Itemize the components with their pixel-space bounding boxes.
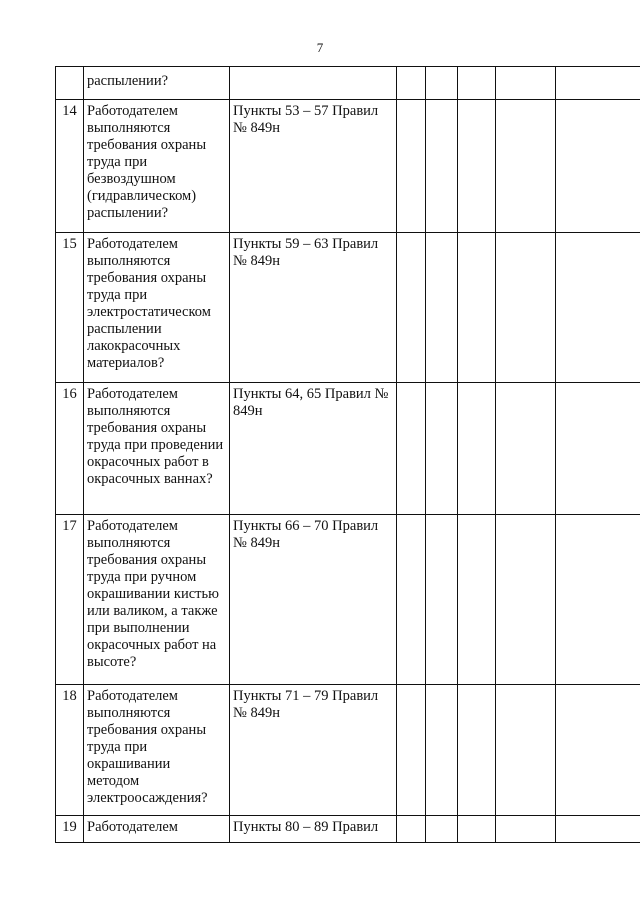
- requirement-question: Работодателем: [84, 816, 230, 843]
- regulation-reference: Пункты 71 – 79 Правил № 849н: [230, 685, 397, 816]
- comment-cell: [556, 67, 640, 100]
- answer-cell: [496, 515, 556, 685]
- row-number: 15: [56, 233, 84, 383]
- answer-cell: [426, 383, 458, 515]
- table-row: [56, 383, 640, 515]
- table-row: [56, 685, 640, 816]
- regulation-reference: [230, 67, 397, 100]
- table-row: [56, 233, 640, 383]
- checklist-table: [55, 66, 640, 843]
- answer-cell: [397, 515, 426, 685]
- regulation-reference: Пункты 64, 65 Правил № 849н: [230, 383, 397, 515]
- answer-cell: [496, 685, 556, 816]
- answer-cell: [426, 67, 458, 100]
- answer-cell: [458, 383, 496, 515]
- answer-cell: [496, 233, 556, 383]
- answer-cell: [397, 100, 426, 233]
- table-row: [56, 100, 640, 233]
- answer-cell: [458, 816, 496, 843]
- comment-cell: [556, 383, 640, 515]
- answer-cell: [426, 685, 458, 816]
- answer-cell: [458, 685, 496, 816]
- row-number: 14: [56, 100, 84, 233]
- comment-cell: [556, 233, 640, 383]
- answer-cell: [426, 100, 458, 233]
- comment-cell: [556, 816, 640, 843]
- answer-cell: [496, 383, 556, 515]
- answer-cell: [397, 383, 426, 515]
- answer-cell: [496, 67, 556, 100]
- requirement-question: Работодателем выполняются требования охраны труда при безвоздушном (гидравлическом) распылении?: [84, 100, 230, 233]
- answer-cell: [496, 100, 556, 233]
- comment-cell: [556, 685, 640, 816]
- answer-cell: [458, 515, 496, 685]
- row-number: 16: [56, 383, 84, 515]
- regulation-reference: Пункты 53 – 57 Правил № 849н: [230, 100, 397, 233]
- requirement-question: Работодателем выполняются требования охраны труда при окрашивании методом электроосаждения?: [84, 685, 230, 816]
- table-row: [56, 515, 640, 685]
- comment-cell: [556, 100, 640, 233]
- answer-cell: [397, 67, 426, 100]
- row-number: 17: [56, 515, 84, 685]
- answer-cell: [496, 816, 556, 843]
- answer-cell: [397, 816, 426, 843]
- regulation-reference: Пункты 59 – 63 Правил № 849н: [230, 233, 397, 383]
- page-number: 7: [316, 40, 324, 55]
- answer-cell: [426, 515, 458, 685]
- answer-cell: [397, 233, 426, 383]
- table-row: [56, 67, 640, 100]
- answer-cell: [426, 233, 458, 383]
- answer-cell: [458, 67, 496, 100]
- table-row: [56, 816, 640, 843]
- answer-cell: [397, 685, 426, 816]
- regulation-reference: Пункты 80 – 89 Правил: [230, 816, 397, 843]
- answer-cell: [458, 100, 496, 233]
- requirement-question: распылении?: [84, 67, 230, 100]
- row-number: 18: [56, 685, 84, 816]
- requirement-question: Работодателем выполняются требования охраны труда при проведении окрасочных работ в окрасочных ваннах?: [84, 383, 230, 515]
- regulation-reference: Пункты 66 – 70 Правил № 849н: [230, 515, 397, 685]
- answer-cell: [426, 816, 458, 843]
- row-number: [56, 67, 84, 100]
- requirement-question: Работодателем выполняются требования охраны труда при электростатическом распылении лакокрасочных материалов?: [84, 233, 230, 383]
- requirement-question: Работодателем выполняются требования охраны труда при ручном окрашивании кистью или валиком, а также при выполнении окрасочных работ на высоте?: [84, 515, 230, 685]
- comment-cell: [556, 515, 640, 685]
- row-number: 19: [56, 816, 84, 843]
- answer-cell: [458, 233, 496, 383]
